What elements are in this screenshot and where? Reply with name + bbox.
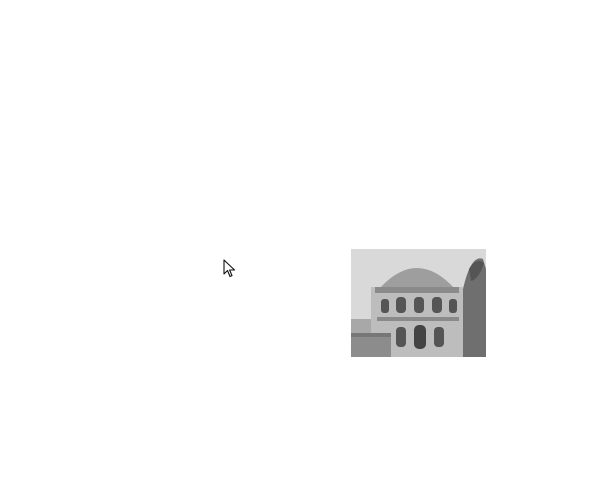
event-card[interactable] (351, 249, 486, 367)
mosque-photo (351, 249, 486, 357)
mouse-pointer-icon (223, 259, 236, 278)
year-timeline[interactable] (0, 0, 240, 490)
